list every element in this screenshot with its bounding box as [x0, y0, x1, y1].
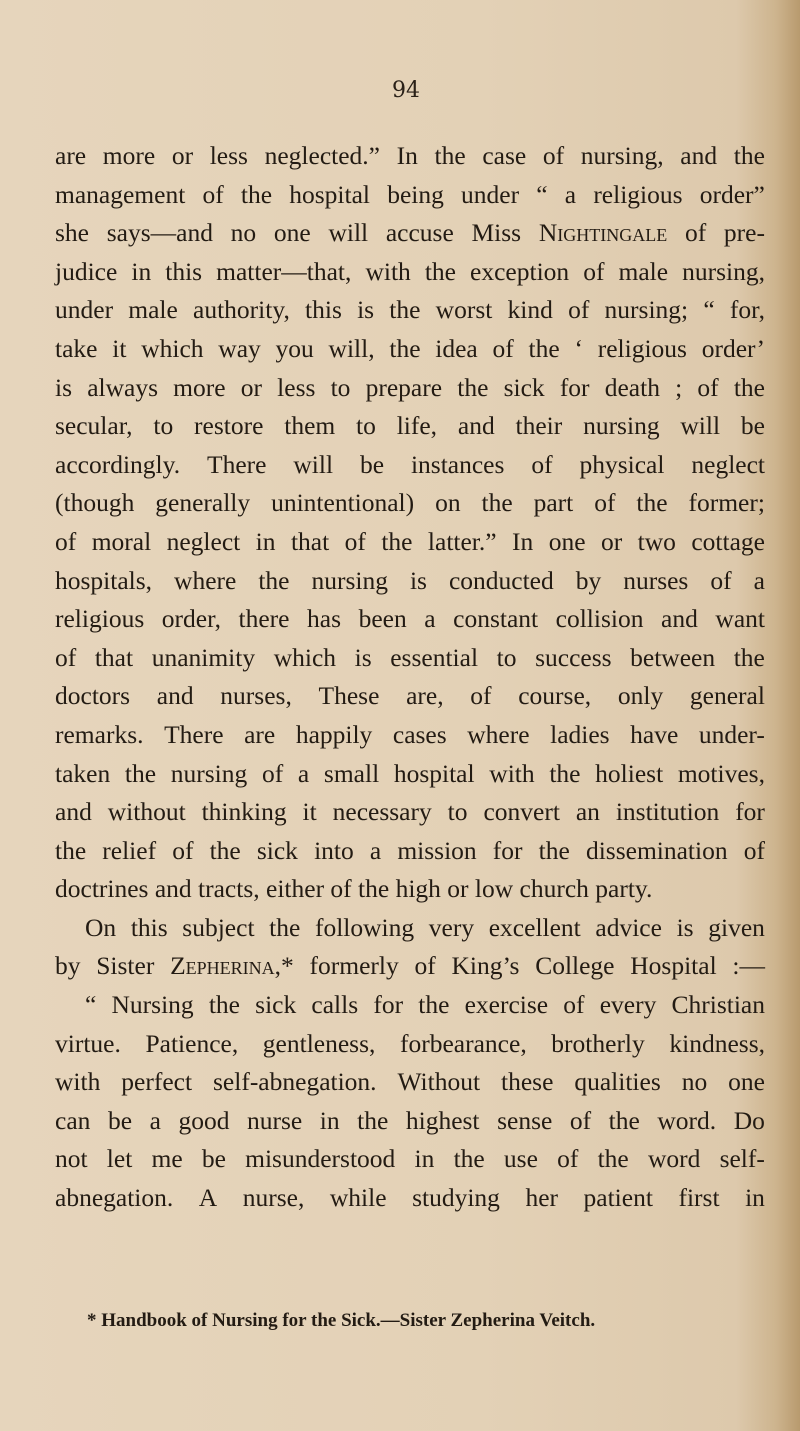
text-line: judice in this matter—that, with the exception of male nursing, [55, 256, 765, 286]
text-line: hospitals, where the nursing is conducted by nurses of a [55, 565, 765, 595]
text-line: religious order, there has been a constant collision and want [55, 604, 765, 634]
text-line: under male authority, this is the worst kind of nursing; “ for, [55, 295, 765, 325]
text-line: the relief of the sick into a mission for the dissemination of [55, 835, 765, 865]
footnote: * Handbook of Nursing for the Sick.—Sister Zepherina Veitch. [87, 1310, 596, 1331]
text-line: and without thinking it necessary to convert an institution for [55, 797, 765, 827]
text-line: “ Nursing the sick calls for the exercise of every Christian [85, 990, 765, 1020]
text-line: of moral neglect in that of the latter.” In one or two cottage [55, 526, 765, 556]
text-line: not let me be misunderstood in the use of the word self- [55, 1144, 765, 1174]
text-line: secular, to restore them to life, and their nursing will be [55, 411, 765, 441]
text-line: remarks. There are happily cases where ladies have under- [55, 719, 765, 749]
text-line: she says—and no one will accuse Miss Nightingale of pre- [55, 218, 765, 248]
text-line: abnegation. A nurse, while studying her patient first in [55, 1183, 765, 1213]
text-line: (though generally unintentional) on the part of the former; [55, 488, 765, 518]
page-number: 94 [392, 78, 420, 103]
text-line: management of the hospital being under “ a religious order” [55, 179, 765, 209]
text-line: doctrines and tracts, either of the high or low church party. [55, 874, 653, 904]
text-line: On this subject the following very excellent advice is given [85, 912, 765, 942]
text-line: is always more or less to prepare the sick for death ; of the [55, 372, 765, 402]
text-line: take it which way you will, the idea of the ‘ religious order’ [55, 333, 765, 363]
text-line: accordingly. There will be instances of physical neglect [55, 449, 765, 479]
text-line: taken the nursing of a small hospital with the holiest motives, [55, 758, 765, 788]
text-line: with perfect self-abnegation. Without these qualities no one [55, 1067, 765, 1097]
text-line: are more or less neglected.” In the case of nursing, and the [55, 141, 765, 170]
text-line: can be a good nurse in the highest sense of the word. Do [55, 1105, 765, 1135]
text-line: of that unanimity which is essential to success between the [55, 642, 765, 672]
text-line: doctors and nurses, These are, of course, only general [55, 681, 765, 711]
text-line: by Sister Zepherina,* formerly of King’s College Hospital :— [55, 951, 765, 981]
text-line: virtue. Patience, gentleness, forbearance, brotherly kindness, [55, 1028, 765, 1058]
body-text [55, 137, 765, 1218]
